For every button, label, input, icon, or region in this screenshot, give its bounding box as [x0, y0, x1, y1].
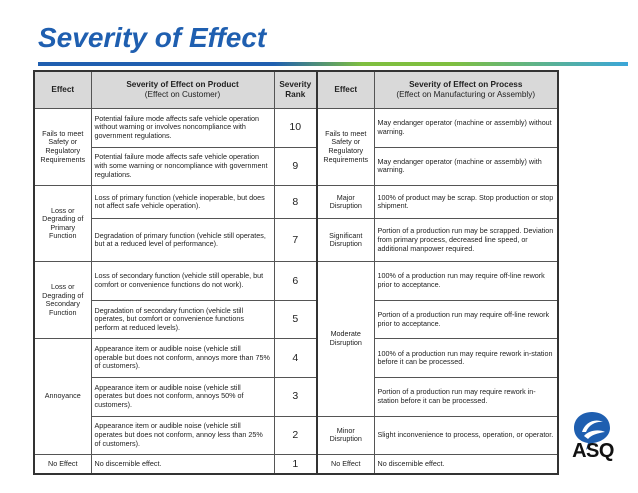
table-header-row [34, 71, 558, 109]
table-row [34, 416, 558, 455]
product-cell: Degradation of secondary function (vehicle still operates, but comfort or convenience functions perform at reduced levels). [91, 300, 274, 339]
rank-cell: 2 [274, 416, 317, 455]
table-row [34, 339, 558, 378]
product-cell: No discernible effect. [91, 455, 274, 474]
severity-table [33, 70, 559, 475]
table-row [34, 219, 558, 262]
product-cell: Loss of secondary function (vehicle still operable, but comfort or convenience functions do not work). [91, 262, 274, 301]
header-process-subtitle: (Effect on Manufacturing or Assembly) [396, 90, 536, 99]
header-process [374, 71, 558, 109]
process-cell: May endanger operator (machine or assembly) with warning. [374, 147, 558, 186]
rank-cell: 5 [274, 300, 317, 339]
slide-title: Severity of Effect [38, 22, 267, 53]
process-cell: May endanger operator (machine or assembly) without warning. [374, 109, 558, 148]
header-rank-line1: Severity [279, 80, 312, 90]
asq-logo-text: ASQ [572, 440, 614, 462]
process-cell: Slight inconvenience to process, operation, or operator. [374, 416, 558, 455]
process-effect-cell-minor: Minor Disruption [317, 416, 374, 455]
table-row [34, 300, 558, 339]
rank-cell: 8 [274, 186, 317, 219]
title-underline [38, 62, 628, 66]
rank-cell: 1 [274, 455, 317, 474]
header-product-subtitle: (Effect on Customer) [144, 90, 221, 99]
table-row [34, 377, 558, 416]
header-product-title: Severity of Effect on Product [126, 80, 239, 90]
product-cell: Appearance item or audible noise (vehicle still operates but does not conform, annoy less than 25% of customers). [91, 416, 274, 455]
header-rank [274, 71, 317, 109]
table-row [34, 147, 558, 186]
process-cell: 100% of a production run may require off-line rework prior to acceptance. [374, 262, 558, 301]
effect-cell-safety: Fails to meet Safety or Regulatory Requirements [34, 109, 91, 186]
product-cell: Appearance item or audible noise (vehicle still operable but does not conform, annoys more than 75% of customers). [91, 339, 274, 378]
process-effect-cell-significant: Significant Disruption [317, 219, 374, 262]
process-cell: No discernible effect. [374, 455, 558, 474]
effect-cell-annoyance: Annoyance [34, 339, 91, 455]
rank-cell: 6 [274, 262, 317, 301]
effect-cell-none: No Effect [34, 455, 91, 474]
rank-cell: 3 [274, 377, 317, 416]
header-product [91, 71, 274, 109]
header-effect-process: Effect [317, 71, 374, 109]
table-row [34, 455, 558, 474]
process-effect-cell-moderate: Moderate Disruption [317, 262, 374, 416]
product-cell: Potential failure mode affects safe vehicle operation without warning or involves noncompliance with government regulations. [91, 109, 274, 148]
header-process-title: Severity of Effect on Process [409, 80, 523, 90]
process-cell: 100% of a production run may require rework in-station before it can be processed. [374, 339, 558, 378]
process-cell: Portion of a production run may be scrapped. Deviation from primary process, decreased line speed, or additional manpower required. [374, 219, 558, 262]
rank-cell: 10 [274, 109, 317, 148]
process-effect-cell-none: No Effect [317, 455, 374, 474]
table-row [34, 262, 558, 301]
process-cell: Portion of a production run may require off-line rework prior to acceptance. [374, 300, 558, 339]
process-cell: Portion of a production run may require rework in-station before it can be processed. [374, 377, 558, 416]
header-effect: Effect [34, 71, 91, 109]
effect-cell-secondary: Loss or Degrading of Secondary Function [34, 262, 91, 339]
rank-cell: 4 [274, 339, 317, 378]
product-cell: Appearance item or audible noise (vehicle still operates but does not conform, annoys 50% of customers). [91, 377, 274, 416]
header-rank-line2: Rank [285, 90, 306, 99]
product-cell: Degradation of primary function (vehicle still operates, but at a reduced level of performance). [91, 219, 274, 262]
product-cell: Loss of primary function (vehicle inoperable, but does not affect safe vehicle operation). [91, 186, 274, 219]
table-row [34, 186, 558, 219]
process-effect-cell-major: Major Disruption [317, 186, 374, 219]
effect-cell-primary: Loss or Degrading of Primary Function [34, 186, 91, 262]
table-row [34, 109, 558, 148]
rank-cell: 9 [274, 147, 317, 186]
process-effect-cell-safety: Fails to meet Safety or Regulatory Requirements [317, 109, 374, 186]
rank-cell: 7 [274, 219, 317, 262]
process-cell: 100% of product may be scrap. Stop production or stop shipment. [374, 186, 558, 219]
product-cell: Potential failure mode affects safe vehicle operation with some warning or noncompliance with government regulations. [91, 147, 274, 186]
